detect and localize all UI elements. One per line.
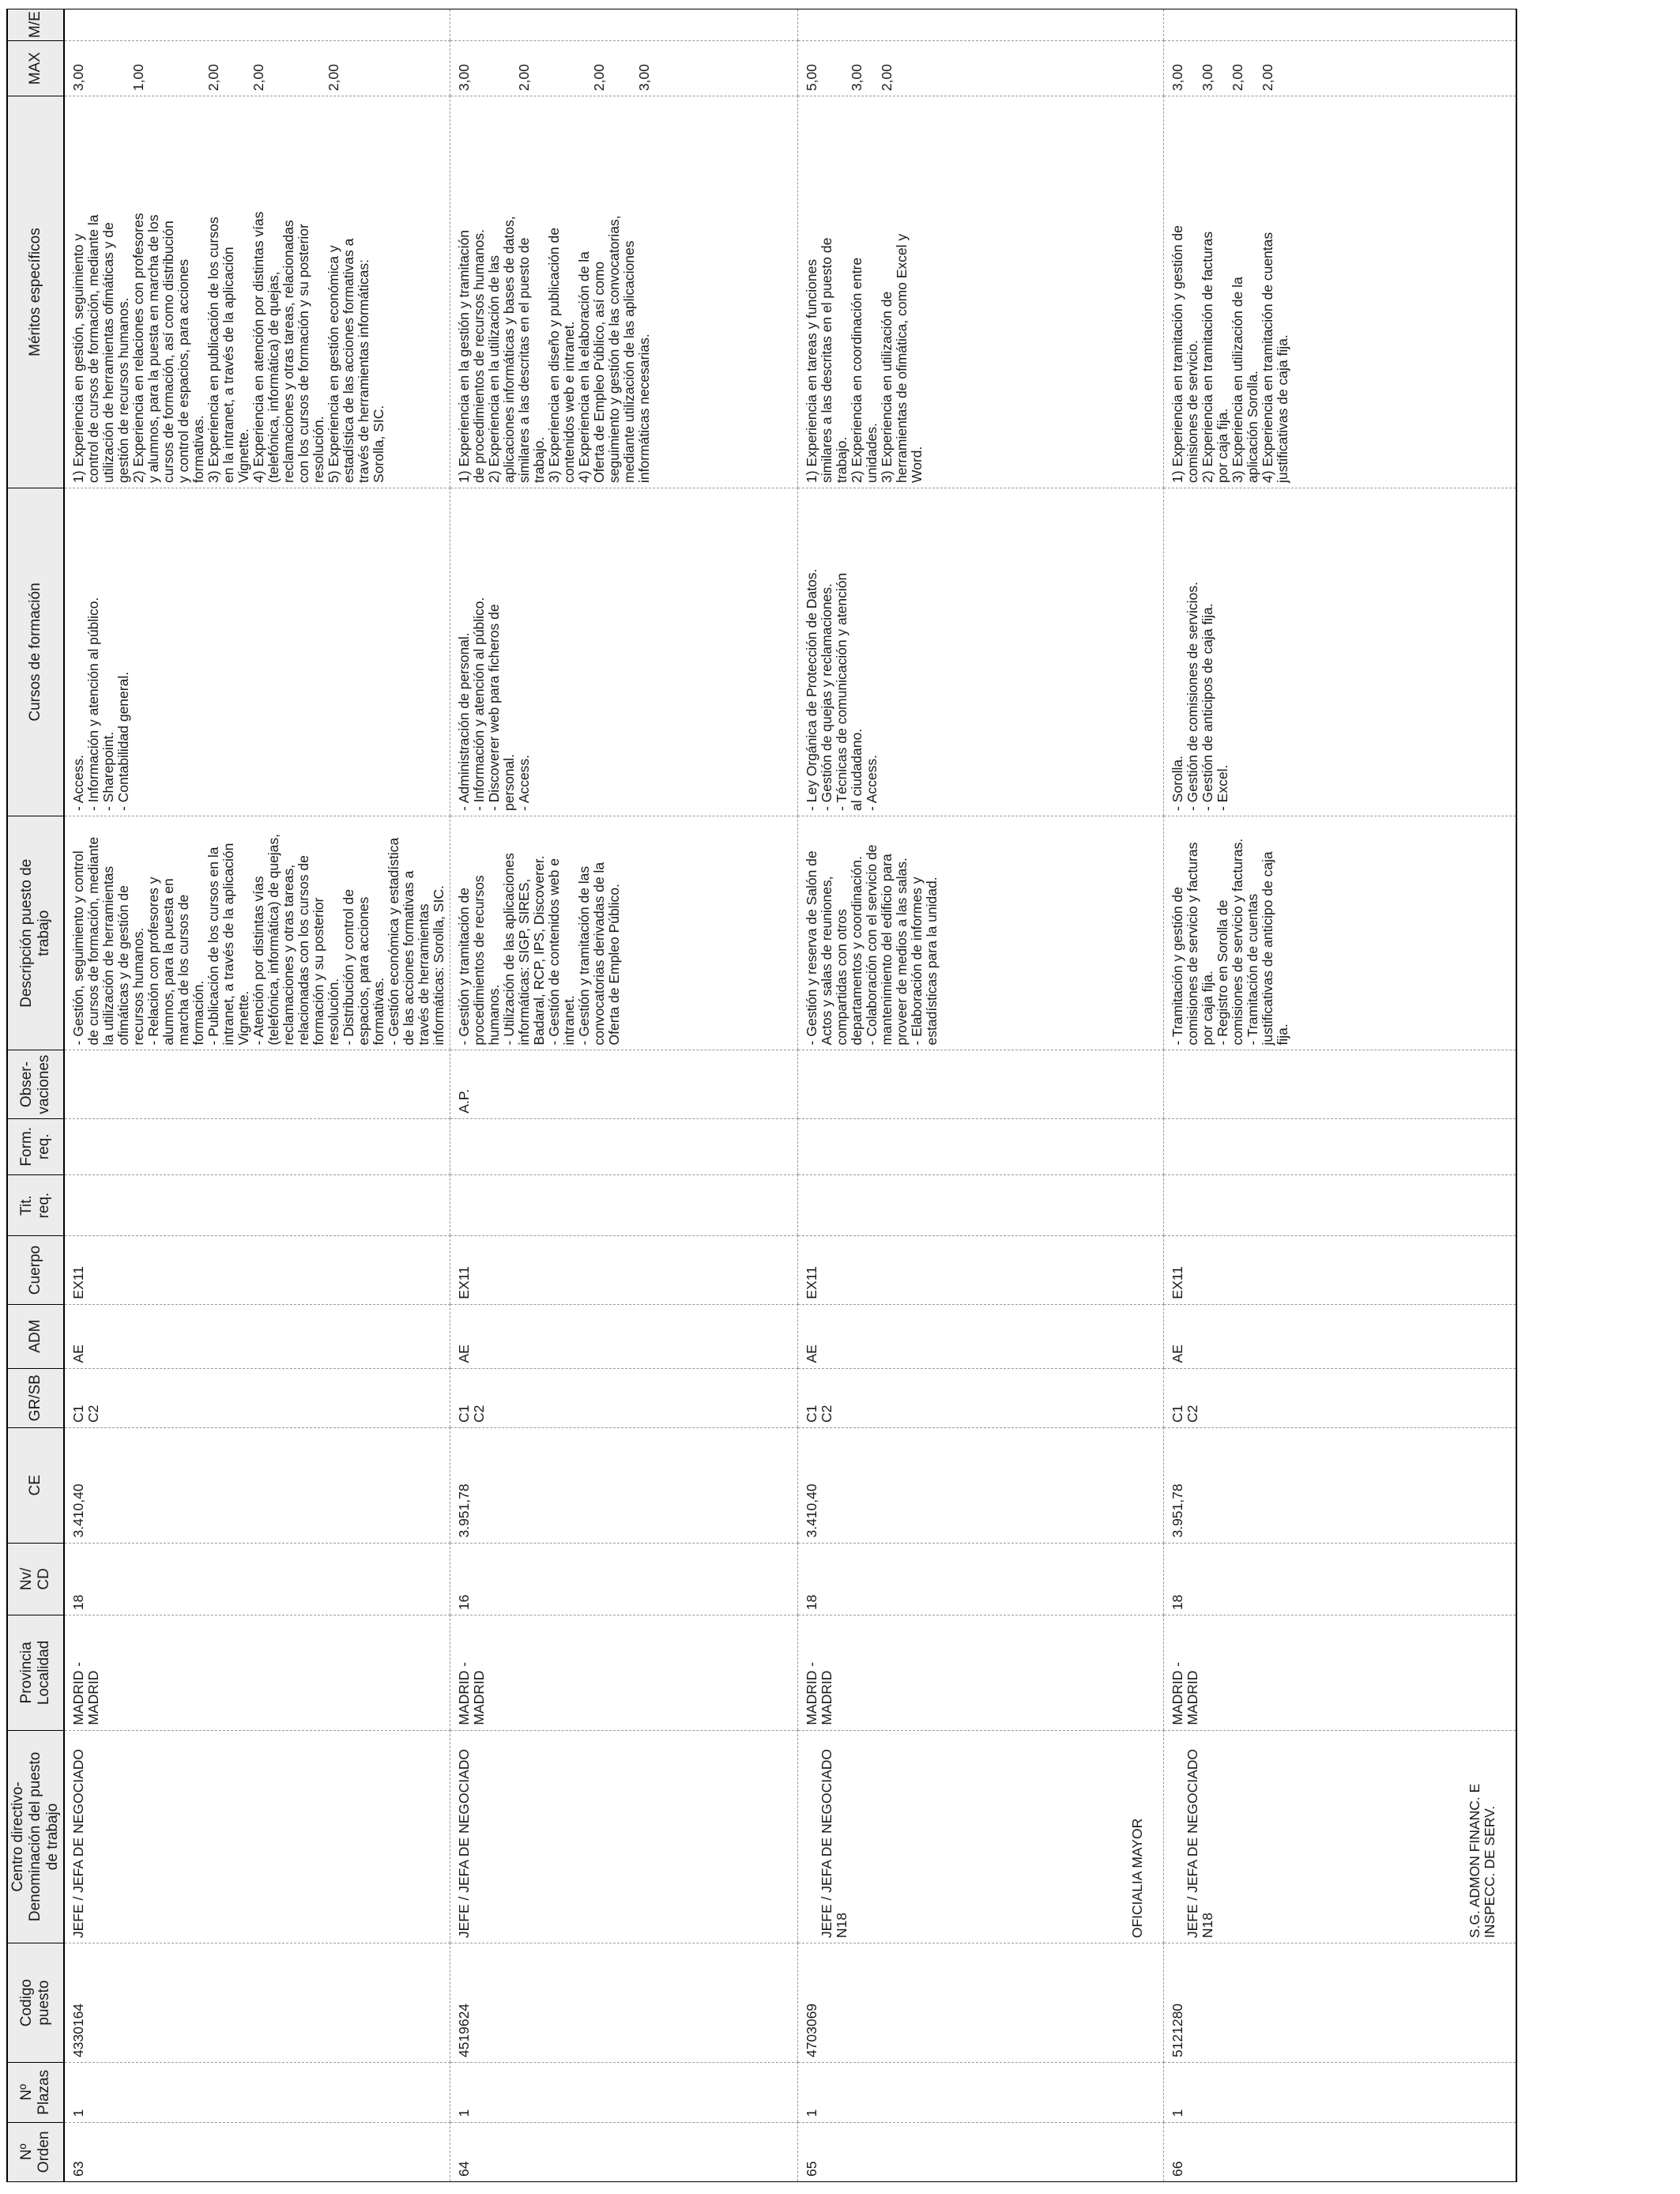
header-orden: Nº Orden bbox=[7, 2122, 64, 2181]
max-score: 2,00 bbox=[205, 64, 221, 92]
cell-cuerpo: EX11 bbox=[450, 1236, 798, 1304]
cell-titulacion bbox=[450, 1174, 798, 1236]
table-row bbox=[450, 9, 798, 2182]
table-row bbox=[1164, 9, 1517, 2182]
header-titulacion: Tit. req. bbox=[7, 1174, 64, 1236]
cell-ce: 3.951,78 bbox=[450, 1427, 798, 1543]
cell-titulacion bbox=[1164, 1174, 1517, 1236]
cell-centro bbox=[450, 1730, 798, 1943]
cell-plazas: 1 bbox=[450, 2063, 798, 2122]
cell-formacion bbox=[450, 1118, 798, 1174]
cell-descripcion: - Gestión y reserva de Salón de Actos y salas de reuniones, compartidas con otros departamentos y coordinación. - Colaboración con el servicio de mantenimiento del edificio para proveer de medios a las salas. - Elaboración de informes y estadísticas para la unidad. bbox=[798, 816, 1164, 1050]
cell-observaciones bbox=[798, 1050, 1164, 1118]
cell-max bbox=[64, 41, 450, 96]
cell-cursos: - Access. - Información y atención al público. - Sharepoint. - Contabilidad general. bbox=[64, 488, 450, 816]
cell-orden: 64 bbox=[450, 2122, 798, 2181]
cell-cuerpo: EX11 bbox=[1164, 1236, 1517, 1304]
cell-denominacion: JEFE / JEFA DE NEGOCIADO bbox=[456, 1748, 472, 1939]
max-score: 2,00 bbox=[250, 64, 266, 92]
header-descripcion: Descripción puesto de trabajo bbox=[7, 816, 64, 1050]
header-cuerpo: Cuerpo bbox=[7, 1236, 64, 1304]
cell-descripcion: - Gestión, seguimiento y control de cursos de formación, mediante la utilización de herramientas ofimáticas y de gestión de recursos humanos. - Relación con profesores y alumnos, para la puesta en marcha de los cursos de formación. - Publicación de los cursos en la intranet, a través de la aplicación Vignette. - Atención por distintas vías (telefónica, informática) de quejas, reclamaciones y otras tareas, relacionadas con los cursos de formación y su posterior resolución. - Distribución y control de espacios, para acciones formativas. - Gestión económica y estadística de las acciones formativas a través de herramientas informáticas: Sorolla, SIC. bbox=[64, 816, 450, 1050]
cell-observaciones: A.P. bbox=[450, 1050, 798, 1118]
header-meritos: Méritos específicos bbox=[7, 96, 64, 488]
cell-centro-directivo: S.G. ADMON FINANC. E INSPECC. DE SERV. bbox=[1467, 1783, 1497, 1939]
cell-plazas: 1 bbox=[64, 2063, 450, 2122]
max-score: 5,00 bbox=[804, 64, 819, 92]
cell-cuerpo: EX11 bbox=[798, 1236, 1164, 1304]
cell-orden: 66 bbox=[1164, 2122, 1517, 2181]
cell-me bbox=[64, 9, 450, 41]
cell-meritos: 1) Experiencia en la gestión y tramitación de procedimientos de recursos humanos. 2) Experiencia en la utilización de las aplicaciones informáticas y bases de datos, similares a las descritas en el puesto de trabajo. 3) Experiencia en diseño y publicación de contenidos web e intranet. 4) Experiencia en la elaboración de la Oferta de Empleo Público, así como seguimiento y gestión de las convocatorias, mediante utilización de las aplicaciones informáticas necesarias. bbox=[450, 96, 798, 488]
cell-codigo: 4703069 bbox=[798, 1943, 1164, 2063]
header-provincia: Provincia Localidad bbox=[7, 1615, 64, 1731]
cell-adm: AE bbox=[798, 1304, 1164, 1368]
table-row bbox=[64, 9, 450, 2182]
cell-provincia: MADRID - MADRID bbox=[450, 1615, 798, 1731]
cell-denominacion: JEFE / JEFA DE NEGOCIADO bbox=[70, 1748, 86, 1939]
cell-orden: 65 bbox=[798, 2122, 1164, 2181]
cell-centro bbox=[64, 1730, 450, 1943]
cell-denominacion: JEFE / JEFA DE NEGOCIADO N18 bbox=[819, 1748, 849, 1939]
max-score: 3,00 bbox=[1170, 64, 1185, 92]
cell-me bbox=[450, 9, 798, 41]
header-cursos: Cursos de formación bbox=[7, 488, 64, 816]
cell-codigo: 5121280 bbox=[1164, 1943, 1517, 2063]
cell-ce: 3.410,40 bbox=[798, 1427, 1164, 1543]
cell-me bbox=[798, 9, 1164, 41]
table-row bbox=[798, 9, 1164, 2182]
cell-nivel: 16 bbox=[450, 1543, 798, 1615]
cell-plazas: 1 bbox=[1164, 2063, 1517, 2122]
max-score: 3,00 bbox=[636, 64, 652, 92]
cell-descripcion: - Gestión y tramitación de procedimientos de recursos humanos. - Utilización de las aplicaciones informáticas: SIGP, SIRES, Badaral, RCP, IPS, Discoverer. - Gestión de contenidos web e intranet. - Gestión y tramitación de las convocatorias derivadas de la Oferta de Empleo Público. bbox=[450, 816, 798, 1050]
cell-adm: AE bbox=[64, 1304, 450, 1368]
cell-cursos: - Ley Orgánica de Protección de Datos. - Gestión de quejas y reclamaciones. - Técnicas de comunicación y atención al ciudadano. - Access. bbox=[798, 488, 1164, 816]
cell-adm: AE bbox=[450, 1304, 798, 1368]
header-me: M/E bbox=[7, 9, 64, 41]
header-nivel: Nv/ CD bbox=[7, 1543, 64, 1615]
cell-me bbox=[1164, 9, 1517, 41]
cell-denominacion: JEFE / JEFA DE NEGOCIADO N18 bbox=[1185, 1748, 1215, 1939]
cell-cursos: - Sorolla. - Gestión de comisiones de servicios. - Gestión de anticipos de caja fija. - Excel. bbox=[1164, 488, 1517, 816]
header-ce: CE bbox=[7, 1427, 64, 1543]
cell-grupo: C1 C2 bbox=[450, 1368, 798, 1427]
cell-cursos: - Administración de personal. - Información y atención al público. - Discoverer web para ficheros de personal. - Access. bbox=[450, 488, 798, 816]
cell-grupo: C1 C2 bbox=[1164, 1368, 1517, 1427]
cell-adm: AE bbox=[1164, 1304, 1517, 1368]
max-score: 2,00 bbox=[516, 64, 532, 92]
cell-formacion bbox=[1164, 1118, 1517, 1174]
cell-orden: 63 bbox=[64, 2122, 450, 2181]
header-max: MAX bbox=[7, 41, 64, 96]
header-row bbox=[7, 9, 64, 2182]
cell-titulacion bbox=[64, 1174, 450, 1236]
cell-codigo: 4330164 bbox=[64, 1943, 450, 2063]
cell-plazas: 1 bbox=[798, 2063, 1164, 2122]
max-score: 2,00 bbox=[879, 64, 895, 92]
cell-observaciones bbox=[64, 1050, 450, 1118]
cell-grupo: C1 C2 bbox=[64, 1368, 450, 1427]
header-formacion: Form. req. bbox=[7, 1118, 64, 1174]
cell-cuerpo: EX11 bbox=[64, 1236, 450, 1304]
cell-titulacion bbox=[798, 1174, 1164, 1236]
cell-meritos: 1) Experiencia en tramitación y gestión de comisiones de servicio. 2) Experiencia en tramitación de facturas por caja fija. 3) Experiencia en utilización de la aplicación Sorolla. 4) Experiencia en tramitación de cuentas justificativas de caja fija. bbox=[1164, 96, 1517, 488]
max-score: 1,00 bbox=[130, 64, 146, 92]
header-observaciones: Obser- vaciones bbox=[7, 1050, 64, 1118]
max-score: 3,00 bbox=[70, 64, 86, 92]
max-score: 3,00 bbox=[1200, 64, 1215, 92]
header-adm: ADM bbox=[7, 1304, 64, 1368]
cell-formacion bbox=[798, 1118, 1164, 1174]
job-positions-table bbox=[6, 9, 1517, 2182]
max-score: 2,00 bbox=[1230, 64, 1245, 92]
header-centro: Centro directivo- Denominación del puesto de trabajo bbox=[7, 1730, 64, 1943]
header-grupo: GR/SB bbox=[7, 1368, 64, 1427]
max-score: 2,00 bbox=[1260, 64, 1275, 92]
cell-formacion bbox=[64, 1118, 450, 1174]
header-codigo: Codigo puesto bbox=[7, 1943, 64, 2063]
cell-meritos: 1) Experiencia en tareas y funciones similares a las descritas en el puesto de trabajo. 2) Experiencia en coordinación entre unidades. 3) Experiencia en utilización de herramientas de ofimática, como Excel y Word. bbox=[798, 96, 1164, 488]
cell-nivel: 18 bbox=[798, 1543, 1164, 1615]
max-score: 2,00 bbox=[591, 64, 607, 92]
cell-centro-directivo: OFICIALIA MAYOR bbox=[1129, 1818, 1145, 1939]
cell-provincia: MADRID - MADRID bbox=[798, 1615, 1164, 1731]
cell-centro bbox=[1164, 1730, 1517, 1943]
max-score: 2,00 bbox=[326, 64, 341, 92]
cell-max bbox=[450, 41, 798, 96]
cell-ce: 3.410,40 bbox=[64, 1427, 450, 1543]
cell-nivel: 18 bbox=[64, 1543, 450, 1615]
cell-provincia: MADRID - MADRID bbox=[1164, 1615, 1517, 1731]
header-plazas: Nº Plazas bbox=[7, 2063, 64, 2122]
cell-max bbox=[1164, 41, 1517, 96]
cell-meritos: 1) Experiencia en gestión, seguimiento y control de cursos de formación, mediante la utilización de herramientas ofimáticas y de gestión de recursos humanos. 2) Experiencia en relaciones con profesores y alumnos, para la puesta en marcha de los cursos de formación, así como distribución y control de espacios, para acciones formativas. 3) Experiencia en publicación de los cursos en la intranet, a través de la aplicación Vignette. 4) Experiencia en atención por distintas vías (telefónica, informática) de quejas, reclamaciones y otras tareas, relacionadas con los cursos de formación y su posterior resolución. 5) Experiencia en gestión económica y estadística de las acciones formativas a través de herramientas informáticas: Sorolla, SIC. bbox=[64, 96, 450, 488]
cell-ce: 3.951,78 bbox=[1164, 1427, 1517, 1543]
cell-max bbox=[798, 41, 1164, 96]
cell-provincia: MADRID - MADRID bbox=[64, 1615, 450, 1731]
cell-centro bbox=[798, 1730, 1164, 1943]
cell-codigo: 4519624 bbox=[450, 1943, 798, 2063]
cell-descripcion: - Tramitación y gestión de comisiones de servicio y facturas por caja fija. - Registro en Sorolla de comisiones de servicio y facturas. - Tramitación de cuentas justificativas de anticipo de caja fija. bbox=[1164, 816, 1517, 1050]
cell-nivel: 18 bbox=[1164, 1543, 1517, 1615]
cell-observaciones bbox=[1164, 1050, 1517, 1118]
max-score: 3,00 bbox=[849, 64, 864, 92]
max-score: 3,00 bbox=[456, 64, 472, 92]
cell-grupo: C1 C2 bbox=[798, 1368, 1164, 1427]
